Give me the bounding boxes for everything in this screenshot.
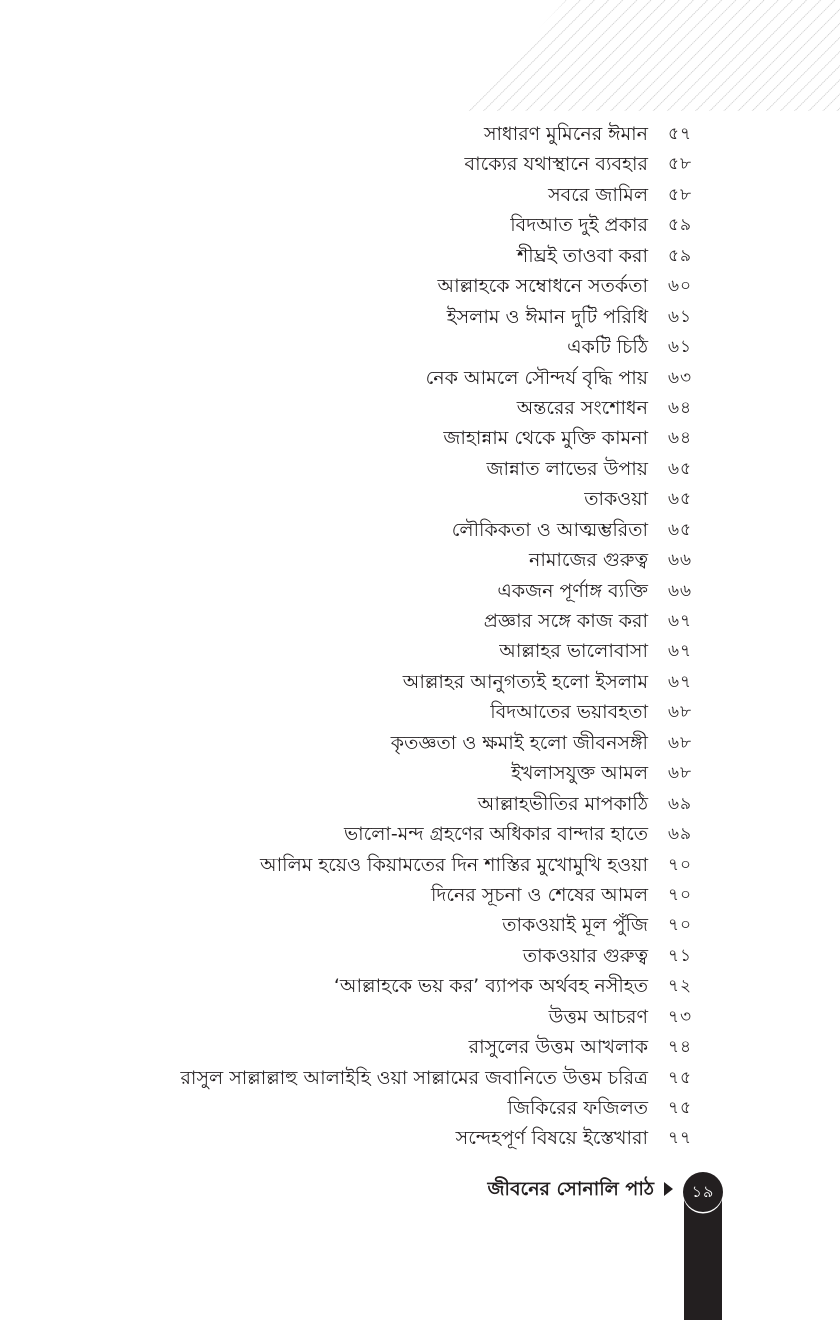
toc-entry-title: লৌকিকতা ও আত্মম্ভরিতা <box>451 518 648 541</box>
toc-entry <box>0 423 840 453</box>
toc-entry <box>0 1032 840 1062</box>
toc-entry-page: ৬৯ <box>668 793 693 814</box>
toc-entry-page: ৭৫ <box>668 1098 693 1118</box>
toc-entry <box>0 819 840 849</box>
toc-entry-page: ৬৭ <box>668 641 693 662</box>
toc-entry-title: একটি চিঠি <box>567 336 648 359</box>
toc-entry-title: বাক্যের যথাস্থানে ব্যবহার <box>464 153 648 176</box>
toc-entry-page: ৬৩ <box>668 367 693 388</box>
toc-entry-page: ৬৫ <box>668 489 693 510</box>
toc-entry-page: ৫৭ <box>668 124 693 144</box>
toc-entry <box>0 941 840 971</box>
toc-entry-title: রাসুলের উত্তম আখলাক <box>468 1036 648 1059</box>
toc-entry-title: নামাজের গুরুত্ব <box>529 549 648 572</box>
toc-entry-title: কৃতজ্ঞতা ও ক্ষমাই হলো জীবনসঙ্গী <box>390 731 648 754</box>
toc-entry-page: ৬৮ <box>668 702 693 723</box>
toc-entry <box>0 484 840 514</box>
toc-entry <box>0 393 840 423</box>
toc-entry-page: ৫৮ <box>668 184 693 205</box>
toc-entry-title: সাধারণ মুমিনের ঈমান <box>483 123 648 145</box>
toc-entry-page: ৭৫ <box>668 1067 693 1088</box>
toc-entry-page: ৫৮ <box>668 154 693 175</box>
toc-entry <box>0 149 840 179</box>
toc-entry-title: সবরে জামিল <box>548 183 648 206</box>
toc-entry-title: সন্দেহপূর্ণ বিষয়ে ইস্তেখারা <box>455 1127 648 1150</box>
toc-entry <box>0 241 840 271</box>
toc-entry-page: ৬৪ <box>668 428 693 449</box>
toc-entry-page: ৬৫ <box>668 519 693 540</box>
toc-entry-title: আল্লাহর আনুগত্যই হলো ইসলাম <box>402 670 648 693</box>
toc-entry-page: ৫৯ <box>668 245 693 266</box>
toc-entry-page: ৭২ <box>668 976 693 997</box>
toc-entry-page: ৬৮ <box>668 732 693 753</box>
running-book-title: জীবনের সোনালি পাঠ <box>487 1178 654 1200</box>
toc-entry-title: তাকওয়া <box>584 488 648 511</box>
toc-entry-page: ৬৬ <box>668 580 693 601</box>
play-triangle-icon <box>664 1182 673 1196</box>
toc-entry-page: ৬৯ <box>668 824 693 845</box>
toc-entry-page: ৫৯ <box>668 215 693 236</box>
toc-entry <box>0 910 840 940</box>
toc-entry-title: আলিম হয়েও কিয়ামতের দিন শাস্তির মুখোমুখি হওয়া <box>259 853 648 876</box>
toc-entry-page: ৬১ <box>668 306 693 327</box>
toc-entry-title: ইসলাম ও ঈমান দুটি পরিধি <box>446 305 648 328</box>
toc-entry-page: ৬০ <box>668 276 693 297</box>
toc-entry <box>0 636 840 666</box>
toc-entry <box>0 1123 840 1153</box>
diagonal-hatch-decoration <box>0 0 840 112</box>
toc-entry <box>0 789 840 819</box>
toc-entry-title: উত্তম আচরণ <box>548 1005 648 1028</box>
page-number-badge <box>683 1172 723 1212</box>
toc-entry-title: ইখলাসযুক্ত আমল <box>511 762 648 785</box>
toc-entry <box>0 1093 840 1123</box>
toc-entry-page: ৭৭ <box>668 1128 693 1149</box>
toc-entry-page: ৬৮ <box>668 763 693 784</box>
toc-entry-title: আল্লাহভীতির মাপকাঠি <box>477 792 648 815</box>
toc-entry-page: ৬৫ <box>668 458 693 479</box>
toc-entry-page: ৬৭ <box>668 611 693 631</box>
toc-entry-title: জিকিরের ফজিলত <box>507 1097 648 1119</box>
toc-entry-title: ‘আল্লাহকে ভয় কর’ ব্যাপক অর্থবহ নসীহত <box>333 975 648 998</box>
toc-entry-title: বিদআত দুই প্রকার <box>510 214 648 237</box>
toc-entry-title: একজন পূর্ণাঙ্গ ব্যক্তি <box>497 579 648 602</box>
toc-entry <box>0 1063 840 1093</box>
toc-entry <box>0 576 840 606</box>
toc-entry-page: ৭০ <box>668 884 693 905</box>
toc-entry-page: ৭০ <box>668 854 693 875</box>
toc-entry <box>0 302 840 332</box>
toc-entry <box>0 971 840 1001</box>
table-of-contents <box>0 119 840 1154</box>
toc-entry-title: ভালো-মন্দ গ্রহণের অধিকার বান্দার হাতে <box>343 823 648 846</box>
toc-entry <box>0 667 840 697</box>
toc-entry-title: জাহান্নাম থেকে মুক্তি কামনা <box>443 427 648 450</box>
toc-entry-page: ৭৩ <box>668 1006 693 1027</box>
toc-entry-page: ৬৬ <box>668 550 693 571</box>
toc-entry <box>0 363 840 393</box>
toc-entry <box>0 180 840 210</box>
toc-entry-page: ৭৪ <box>668 1037 693 1058</box>
toc-entry <box>0 210 840 240</box>
toc-entry <box>0 697 840 727</box>
toc-entry-title: তাকওয়াই মূল পুঁজি <box>502 914 648 937</box>
toc-entry-page: ৬৪ <box>668 397 693 418</box>
toc-entry <box>0 758 840 788</box>
toc-entry-title: রাসুল সাল্লাল্লাহু আলাইহি ওয়া সাল্লামের জবানিতে উত্তম চরিত্র <box>180 1066 648 1089</box>
toc-entry-title: তাকওয়ার গুরুত্ব <box>522 944 648 967</box>
toc-entry <box>0 850 840 880</box>
toc-entry <box>0 606 840 636</box>
toc-entry <box>0 1002 840 1032</box>
toc-entry-title: নেক আমলে সৌন্দর্য বৃদ্ধি পায় <box>425 366 648 389</box>
toc-entry <box>0 332 840 362</box>
toc-entry-page: ৬১ <box>668 337 693 358</box>
toc-entry-title: আল্লাহকে সম্বোধনে সতর্কতা <box>437 275 648 298</box>
toc-entry <box>0 119 840 149</box>
toc-entry <box>0 728 840 758</box>
toc-entry-title: দিনের সূচনা ও শেষের আমল <box>430 883 648 906</box>
toc-entry-title: প্রজ্ঞার সঙ্গে কাজ করা <box>483 610 648 632</box>
toc-entry-page: ৭০ <box>668 915 693 936</box>
toc-entry-title: জান্নাত লাভের উপায় <box>486 457 648 480</box>
toc-entry-title: শীঘ্রই তাওবা করা <box>517 244 648 267</box>
toc-entry-page: ৬৭ <box>668 671 693 692</box>
toc-entry <box>0 515 840 545</box>
toc-entry-title: অন্তরের সংশোধন <box>516 396 648 419</box>
toc-entry-page: ৭১ <box>668 945 693 966</box>
toc-entry <box>0 271 840 301</box>
toc-entry <box>0 545 840 575</box>
toc-entry <box>0 880 840 910</box>
page-number: ১৯ <box>691 1182 715 1201</box>
toc-entry <box>0 454 840 484</box>
toc-entry-title: বিদআতের ভয়াবহতা <box>490 701 648 724</box>
toc-entry-title: আল্লাহর ভালোবাসা <box>499 640 648 663</box>
